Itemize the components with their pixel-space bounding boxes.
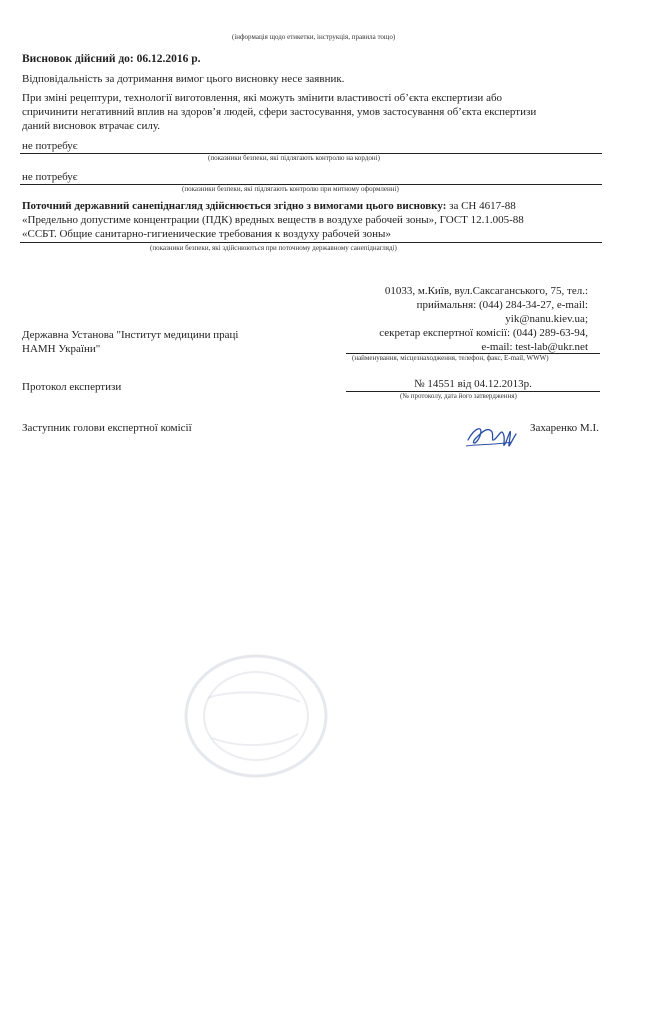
customs-control-value: не потребує bbox=[22, 171, 78, 183]
handwritten-signature bbox=[462, 414, 522, 454]
address-line-2: приймальня: (044) 284-34-27, e-mail: bbox=[416, 299, 588, 311]
supervision-lead: Поточний державний санепіднагляд здійснюється згідно з вимогами цього висновку: bbox=[22, 200, 447, 212]
supervision-rule bbox=[20, 242, 602, 243]
border-control-value: не потребує bbox=[22, 140, 78, 152]
institution-name-line-2: НАМН України" bbox=[22, 343, 101, 355]
institution-name-line-1: Державна Установа "Інститут медицини праці bbox=[22, 329, 239, 341]
address-line-4: секретар експертної комісії: (044) 289-63-94, bbox=[379, 327, 588, 339]
validity-line bbox=[22, 52, 201, 66]
supervision-line-2: «Предельно допустиме концентрации (ПДК) вредных веществ в воздухе рабочей зоны», ГОСТ 12.1.005-88 bbox=[22, 214, 524, 226]
protocol-caption: (№ протоколу, дата його затвердження) bbox=[400, 392, 517, 400]
change-clause-line-3: даний висновок втрачає силу. bbox=[22, 120, 161, 132]
protocol-label: Протокол експертизи bbox=[22, 381, 122, 393]
change-clause-line-2: спричинити негативний вплив на здоров’я людей, сфери застосування, умов застосування об’єкта експертизи bbox=[22, 106, 537, 118]
protocol-value: № 14551 від 04.12.2013р. bbox=[414, 378, 532, 390]
supervision-standard-1: за СН 4617-88 bbox=[449, 200, 516, 212]
responsibility-text: Відповідальність за дотримання вимог цього висновку несе заявник. bbox=[22, 73, 345, 85]
address-line-1: 01033, м.Київ, вул.Саксаганського, 75, тел.: bbox=[384, 285, 588, 297]
change-clause-line-1: При зміні рецептури, технології виготовлення, які можуть змінити властивості об’єкта експертизи або bbox=[22, 92, 503, 104]
faint-stamp bbox=[168, 640, 343, 790]
header-caption: (інформація щодо етикетки, інструкція, правила тощо) bbox=[232, 33, 396, 41]
address-line-5: e-mail: test-lab@ukr.net bbox=[481, 341, 588, 353]
supervision-caption: (показники безпеки, які здійснюються при поточному державному санепіднагляді) bbox=[150, 244, 397, 252]
border-control-caption: (показники безпеки, які підлягають контролю на кордоні) bbox=[208, 154, 380, 162]
customs-control-caption: (показники безпеки, які підлягають контролю при митному оформленні) bbox=[182, 185, 399, 193]
validity-date: 06.12.2016 р. bbox=[136, 53, 201, 65]
supervision-line-1 bbox=[22, 199, 516, 213]
validity-label: Висновок дійсний до: bbox=[22, 53, 134, 65]
supervision-line-3: «ССБТ. Общие санитарно-гигиенические требования к воздуху рабочей зоны» bbox=[22, 228, 391, 240]
address-line-3: yik@nanu.kiev.ua; bbox=[505, 313, 588, 325]
signer-title: Заступник голови експертної комісії bbox=[22, 422, 192, 434]
signer-name: Захаренко М.І. bbox=[530, 422, 599, 434]
address-caption: (найменування, місцезнаходження, телефон, факс, E-mail, WWW) bbox=[352, 354, 549, 362]
